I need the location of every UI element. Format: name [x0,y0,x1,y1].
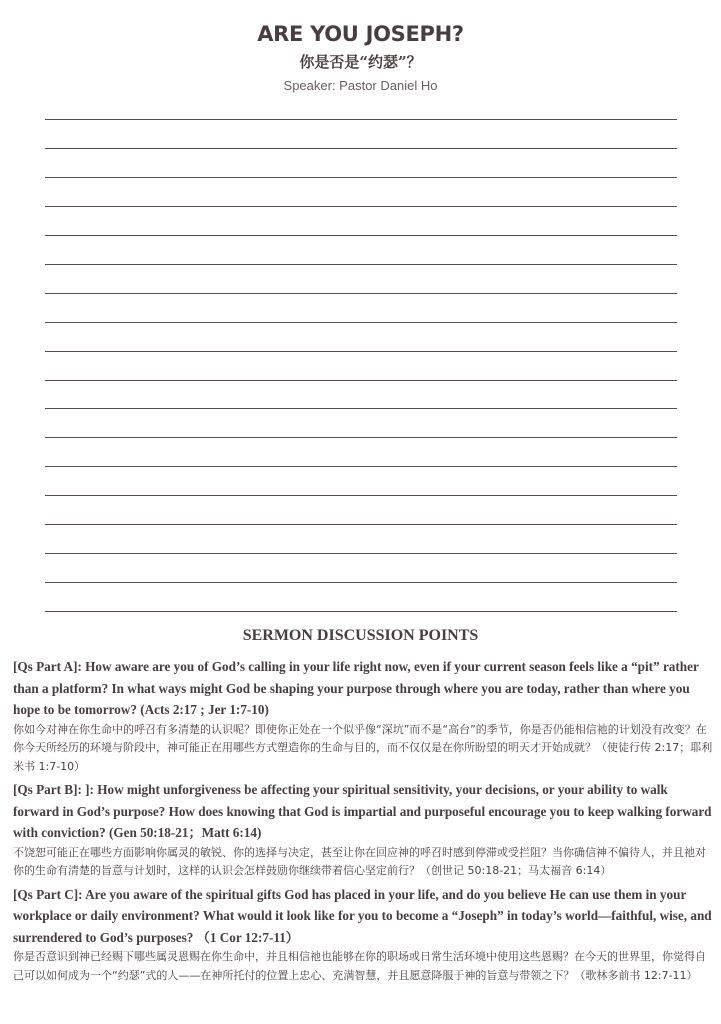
note-line [45,553,677,554]
note-line [45,351,677,352]
speaker-line: Speaker: Pastor Daniel Ho [283,78,438,93]
note-line [45,524,677,525]
question-chinese: 你如今对神在你生命中的呼召有多清楚的认识呢？即使你正处在一个似乎像“深坑”而不是“高台”的季节，你是否仍能相信祂的计划没有改变？在你今天所经历的环境与阶段中，神可能正在用哪些方式塑造你的生命与目的，而不仅仅是在你所盼望的明天才开始成就？（使徒行传 2:17；耶利米书 1:7-10） [13,722,713,773]
note-line [45,264,677,265]
discussion-point-c [13,884,713,986]
question-chinese: 你是否意识到神已经赐下哪些属灵恩赐在你生命中，并且相信祂也能够在你的职场或日常生活环境中使用这些恩赐？在今天的世界里，你觉得自己可以如何成为一个“约瑟”式的人——在神所托付的位置上忠心、充满智慧，并且愿意降服于神的旨意与带领之下？（歌林多前书 12:7-11） [13,950,706,982]
scripture-reference: （1 Cor 12:7-11） [196,929,299,945]
question-text: How might unforgiveness be affecting your spiritual sensitivity, your decisions, or your ability to walk forward in God’s purpose? How does knowing that God is impartial and purposeful encourage you to keep walking forward with conviction? [13,782,712,840]
note-line [45,466,677,467]
question-label: [Qs Part A]: [13,659,82,674]
question-text: Are you aware of the spiritual gifts God has placed in your life, and do you believe He can use them in your workplace or daily environment? What would it look like for you to become a “Joseph” in today’s world—faithful, wise, and surrendered to God’s purposes? [13,886,712,945]
discussion-points [13,656,713,988]
question-label: [Qs Part C]: [13,886,83,902]
note-line [45,293,677,294]
note-line [45,206,677,207]
note-line [45,148,677,149]
note-line [45,495,677,496]
note-line [45,582,677,583]
page-title: ARE YOU JOSEPH? [257,22,464,46]
chinese-subtitle: 你是否是“约瑟”？ [299,53,422,71]
discussion-point-a [13,656,713,776]
question-english [13,656,713,721]
question-english [13,779,713,844]
scripture-reference: (Acts 2:17 ; Jer 1:7-10) [140,702,269,717]
note-line [45,119,677,120]
note-line [45,322,677,323]
question-chinese: 不饶恕可能正在哪些方面影响你属灵的敏锐、你的选择与决定，甚至让你在回应神的呼召时感到停滞或受拦阻？当你确信神不偏待人，并且祂对你的生命有清楚的旨意与计划时，这样的认识会怎样鼓励你继续带着信心坚定前行？（创世记 50:18-21；马太福音 6:14） [13,845,706,877]
discussion-point-b [13,779,713,881]
section-title: SERMON DISCUSSION POINTS [242,627,479,644]
scripture-reference: (Gen 50:18-21；Matt 6:14) [108,825,262,840]
note-line [45,408,677,409]
note-line [45,177,677,178]
question-label: [Qs Part B]: ]: [13,782,94,797]
question-english [13,884,713,949]
note-line [45,380,677,381]
note-line [45,437,677,438]
note-line [45,611,677,612]
note-line [45,235,677,236]
question-text: How aware are you of God’s calling in your life right now, even if your current season feels like a “pit” rather than a platform? In what ways might God be shaping your purpose through where you are today, rather than where you hope to be tomorrow? [13,659,699,717]
